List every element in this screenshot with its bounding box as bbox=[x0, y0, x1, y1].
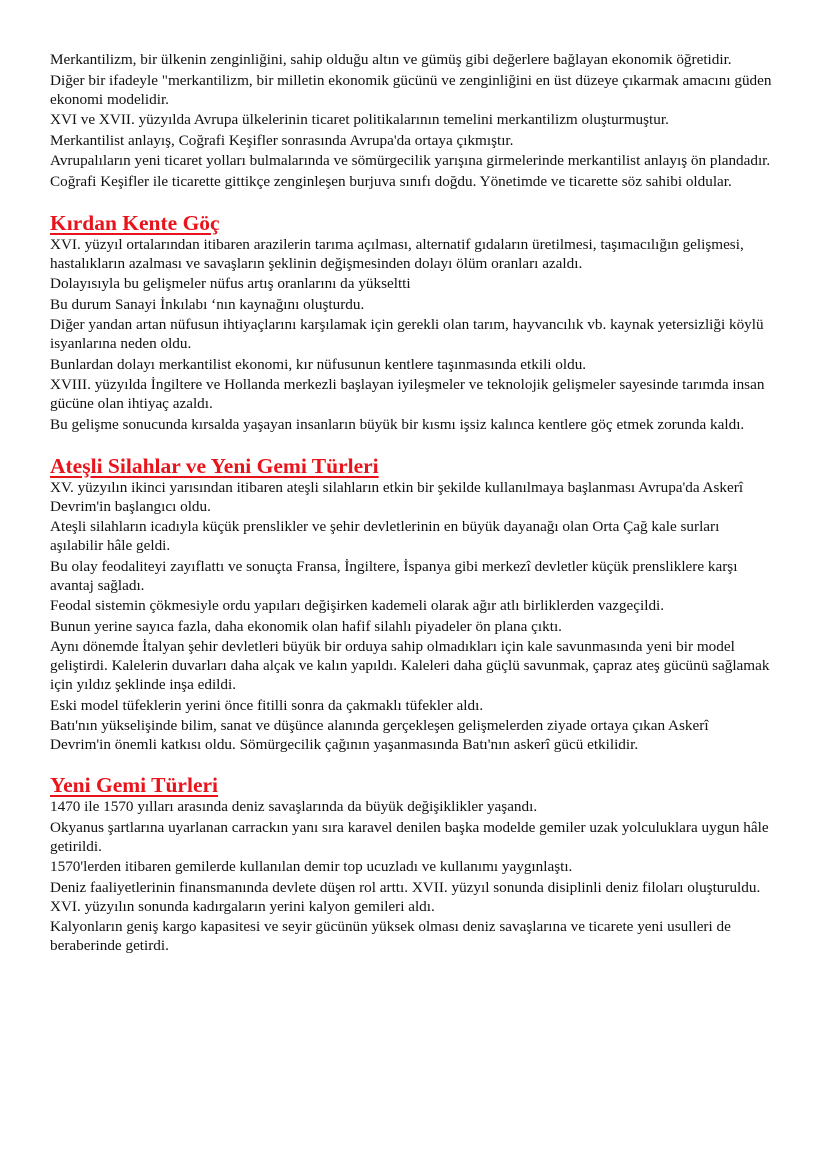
paragraph: Diğer bir ifadeyle "merkantilizm, bir milletin ekonomik gücünü ve zenginliğini en üst düzeye çıkarmak amacını güden ekonomi modelidir. bbox=[50, 71, 772, 108]
paragraph: Feodal sistemin çökmesiyle ordu yapıları değişirken kademeli olarak ağır atlı birliklerden vazgeçildi. bbox=[50, 597, 665, 614]
paragraph: Okyanus şartlarına uyarlanan carrackın yanı sıra karavel denilen başka modelde gemiler uzak yolculuklara uygun hâle getirildi. bbox=[50, 818, 769, 855]
paragraph: Ateşli silahların icadıyla küçük prenslikler ve şehir devletlerinin en büyük dayanağı olan Orta Çağ kale surları aşılabilir hâle geldi. bbox=[50, 518, 720, 554]
section-yeni-gemi-turleri bbox=[50, 773, 772, 955]
paragraph: 1470 ile 1570 yılları arasında deniz savaşlarında da büyük değişiklikler yaşandı. bbox=[50, 798, 538, 815]
paragraph: Eski model tüfeklerin yerini önce fitilli sonra da çakmaklı tüfekler aldı. bbox=[50, 696, 484, 714]
paragraph: XV. yüzyılın ikinci yarısından itibaren ateşli silahların etkin bir şekilde kullanılmaya başlanması Avrupa'da Askerî Devrim'in başlangıcı oldu. bbox=[50, 478, 744, 515]
section-heading: Ateşli Silahlar ve Yeni Gemi Türleri bbox=[50, 453, 379, 478]
intro-section bbox=[50, 50, 772, 191]
paragraph: Bunun yerine sayıca fazla, daha ekonomik olan hafif silahlı piyadeler ön plana çıktı. bbox=[50, 617, 562, 635]
paragraph: Avrupalıların yeni ticaret yolları bulmalarında ve sömürgecilik yarışına girmelerinde merkantilist anlayış ön plandadır. bbox=[50, 152, 771, 169]
paragraph: Deniz faaliyetlerinin finansmanında devlete düşen rol arttı. XVII. yüzyıl sonunda disiplinli deniz filoları oluşturuldu. XVI. yüzyılın sonunda kadırgaların yerini kalyon gemileri aldı. bbox=[50, 878, 761, 915]
paragraph: XVI. yüzyıl ortalarından itibaren arazilerin tarıma açılması, alternatif gıdaların üretilmesi, taşımacılığın gelişmesi, hastalıkların azalması ve savaşların şeklinin değişmesinden dolayı ölüm oranları azaldı. bbox=[50, 235, 744, 272]
paragraph: Kalyonların geniş kargo kapasitesi ve seyir gücünün yüksek olması deniz savaşlarına ve ticarete yeni usulleri de beraberinde getirdi. bbox=[50, 918, 731, 954]
paragraph: Diğer yandan artan nüfusun ihtiyaçlarını karşılamak için gerekli olan tarım, hayvancılık vb. kaynak yetersizliği köylü isyanlarına neden oldu. bbox=[50, 316, 764, 352]
paragraph: Bu olay feodaliteyi zayıflattı ve sonuçta Fransa, İngiltere, İspanya gibi merkezî devletler küçük prensliklere karşı avantaj sağladı. bbox=[50, 557, 738, 594]
section-atesli-silahlar bbox=[50, 454, 772, 755]
section-kirdan-kente-goc bbox=[50, 211, 772, 434]
paragraph: 1570'lerden itibaren gemilerde kullanılan demir top ucuzladı ve kullanımı yaygınlaştı. bbox=[50, 858, 573, 875]
section-heading: Kırdan Kente Göç bbox=[50, 210, 220, 235]
paragraph: Merkantilizm, bir ülkenin zenginliğini, sahip olduğu altın ve gümüş gibi değerlere bağlayan ekonomik öğretidir. bbox=[50, 51, 732, 68]
paragraph: Merkantilist anlayış, Coğrafi Keşifler sonrasında Avrupa'da ortaya çıkmıştır. bbox=[50, 131, 514, 149]
paragraph: Batı'nın yükselişinde bilim, sanat ve düşünce alanında gerçekleşen gelişmelerden ziyade ortaya çıkan Askerî Devrim'in önemli katkısı oldu. Sömürgecilik çağının yaşanmasında Batı'nın askerî gücü etkilidir. bbox=[50, 717, 709, 753]
paragraph: Bu gelişme sonucunda kırsalda yaşayan insanların büyük bir kısmı işsiz kalınca kentlere göç etmek zorunda kaldı. bbox=[50, 415, 745, 433]
paragraph: Aynı dönemde İtalyan şehir devletleri büyük bir orduya sahip olmadıkları için kale savunmasında yeni bir model geliştirdi. Kalelerin duvarları daha alçak ve kalın yapıldı. Kaleleri daha güçlü savunmak, çapraz ateş gücünü sağlamak için yıldız şeklinde inşa edildi. bbox=[50, 638, 770, 693]
paragraph: XVI ve XVII. yüzyılda Avrupa ülkelerinin ticaret politikalarının temelini merkantilizm oluşturmuştur. bbox=[50, 111, 669, 128]
paragraph: Bu durum Sanayi İnkılabı ‘nın kaynağını oluşturdu. bbox=[50, 295, 365, 313]
section-heading: Yeni Gemi Türleri bbox=[50, 773, 219, 797]
paragraph: XVIII. yüzyılda İngiltere ve Hollanda merkezli başlayan iyileşmeler ve teknolojik gelişmeler sayesinde tarımda insan gücüne olan ihtiyaç azaldı. bbox=[50, 376, 765, 412]
paragraph: Bunlardan dolayı merkantilist ekonomi, kır nüfusunun kentlere taşınmasında etkili oldu. bbox=[50, 355, 587, 373]
paragraph: Coğrafi Keşifler ile ticarette gittikçe zenginleşen burjuva sınıfı doğdu. Yönetimde ve ticarette söz sahibi oldular. bbox=[50, 172, 732, 190]
paragraph: Dolayısıyla bu gelişmeler nüfus artış oranlarını da yükseltti bbox=[50, 275, 411, 292]
